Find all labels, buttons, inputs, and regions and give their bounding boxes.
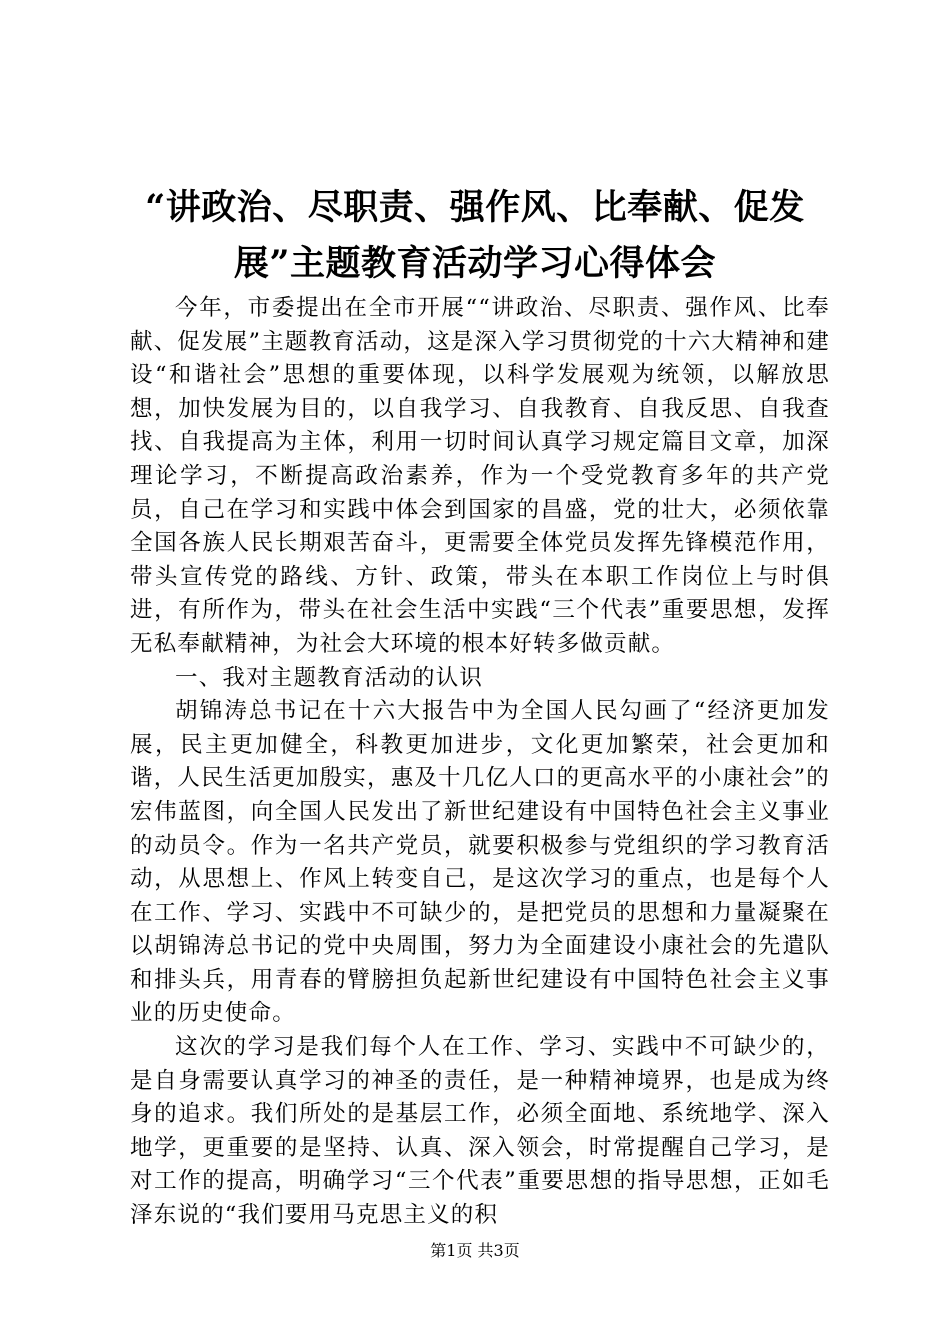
document-title-line-1: “讲政治、尽职责、强作风、比奉献、促发 <box>145 187 805 228</box>
document-body <box>130 292 830 1233</box>
paragraph-3: 这次的学习是我们每个人在工作、学习、实践中不可缺少的，是自身需要认真学习的神圣的责任，是一种精神境界，也是成为终身的追求。我们所处的是基层工作，必须全面地、系统地学、深入地学，更重要的是坚持、认真、深入领会，时常提醒自己学习，是对工作的提高，明确学习“三个代表”重要思想的指导思想，正如毛泽东说的“我们要用马克思主义的积 <box>130 1034 830 1229</box>
paragraph-2: 胡锦涛总书记在十六大报告中为全国人民勾画了“经济更加发展，民主更加健全，科教更加进步，文化更加繁荣，社会更加和谐，人民生活更加殷实，惠及十几亿人口的更高水平的小康社会”的宏伟蓝图，向全国人民发出了新世纪建设有中国特色社会主义事业的动员令。作为一名共产党员，就要积极参与党组织的学习教育活动，从思想上、作风上转变自己，是这次学习的重点，也是每个人在工作、学习、实践中不可缺少的，是把党员的思想和力量凝聚在以胡锦涛总书记的党中央周围，努力为全面建设小康社会的先遣队和排头兵，用青春的臂膀担负起新世纪建设有中国特色社会主义事业的历史使命。 <box>130 698 831 1027</box>
document-title-line-2: 展”主题教育活动学习心得体会 <box>233 243 717 284</box>
page-footer: 第1页 共3页 <box>430 1241 520 1260</box>
paragraph-intro: 今年，市委提出在全市开展““讲政治、尽职责、强作风、比奉献、促发展”主题教育活动，这是深入学习贯彻党的十六大精神和建设“和谐社会”思想的重要体现，以科学发展观为统领，以解放思想，加快发展为目的，以自我学习、自我教育、自我反思、自我查找、自我提高为主体，利用一切时间认真学习规定篇目文章，加深理论学习，不断提高政治素养，作为一个受党教育多年的共产党员，自己在学习和实践中体会到国家的昌盛，党的壮大，必须依靠全国各族人民长期艰苦奋斗，更需要全体党员发挥先锋模范作用，带头宣传党的路线、方针、政策，带头在本职工作岗位上与时俱进，有所作为，带头在社会生活中实践“三个代表”重要思想，发挥无私奉献精神，为社会大环境的根本好转多做贡献。 <box>130 295 831 657</box>
section-heading-1: 一、我对主题教育活动的认识 <box>175 664 484 691</box>
